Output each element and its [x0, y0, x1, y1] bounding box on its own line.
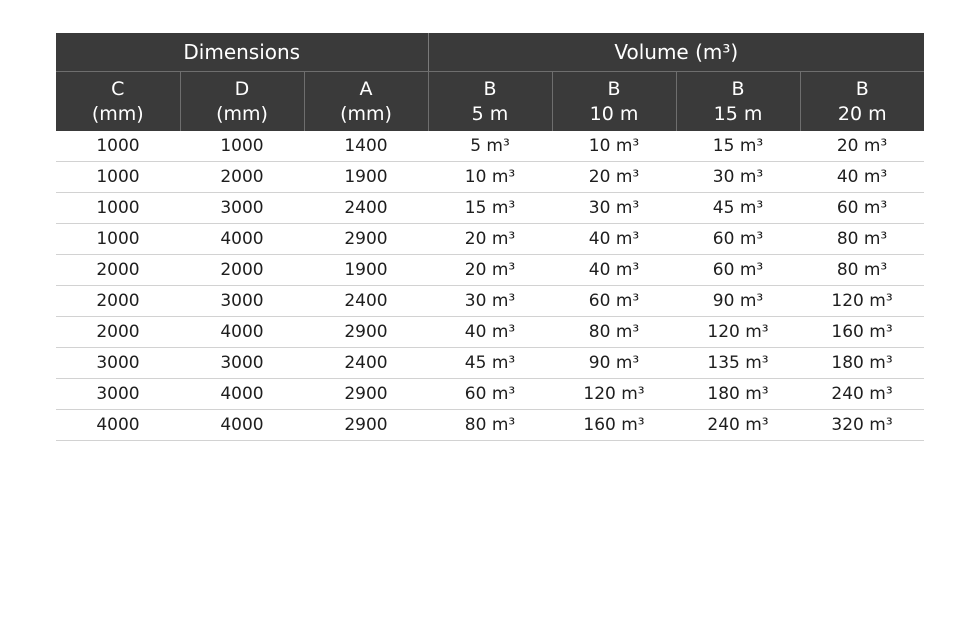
table-cell: 4000 — [56, 410, 180, 441]
table-cell: 2900 — [304, 379, 428, 410]
table-row — [56, 286, 924, 317]
table-cell: 2900 — [304, 317, 428, 348]
dimensions-group-header: Dimensions — [56, 33, 428, 72]
table-cell: 45 m³ — [676, 193, 800, 224]
table-cell: 2000 — [180, 162, 304, 193]
volume-group-header: Volume (m³) — [428, 33, 924, 72]
table-cell: 30 m³ — [428, 286, 552, 317]
table-cell: 3000 — [180, 193, 304, 224]
column-header-unit: (mm) — [216, 102, 268, 125]
table-cell: 3000 — [56, 379, 180, 410]
table-cell: 4000 — [180, 410, 304, 441]
table-cell: 2000 — [56, 286, 180, 317]
table-cell: 60 m³ — [676, 224, 800, 255]
column-header-d — [180, 72, 304, 132]
table-cell: 20 m³ — [800, 131, 924, 162]
table-cell: 1000 — [56, 131, 180, 162]
table-cell: 4000 — [180, 379, 304, 410]
table-cell: 320 m³ — [800, 410, 924, 441]
table-cell: 1900 — [304, 162, 428, 193]
table-cell: 1900 — [304, 255, 428, 286]
table-cell: 10 m³ — [428, 162, 552, 193]
table-cell: 4000 — [180, 317, 304, 348]
column-header-c — [56, 72, 180, 132]
table-cell: 2000 — [56, 317, 180, 348]
table-row — [56, 348, 924, 379]
table-cell: 2000 — [56, 255, 180, 286]
table-cell: 10 m³ — [552, 131, 676, 162]
column-header-length: 10 m — [589, 102, 639, 125]
table-cell: 180 m³ — [676, 379, 800, 410]
table-cell: 2400 — [304, 193, 428, 224]
table-cell: 180 m³ — [800, 348, 924, 379]
table-row — [56, 193, 924, 224]
dimensions-volume-table — [56, 33, 924, 441]
table-cell: 160 m³ — [552, 410, 676, 441]
table-cell: 80 m³ — [428, 410, 552, 441]
table-cell: 2400 — [304, 286, 428, 317]
column-header-b-15m — [676, 72, 800, 132]
table-cell: 15 m³ — [428, 193, 552, 224]
column-header-letter: B — [607, 77, 621, 100]
table-row — [56, 131, 924, 162]
column-header-b-5m — [428, 72, 552, 132]
table-cell: 60 m³ — [552, 286, 676, 317]
group-header-row — [56, 33, 924, 72]
table-cell: 3000 — [180, 348, 304, 379]
table-cell: 2900 — [304, 410, 428, 441]
table-cell: 2400 — [304, 348, 428, 379]
table-cell: 1000 — [56, 224, 180, 255]
table-row — [56, 224, 924, 255]
column-header-letter: D — [234, 77, 250, 100]
column-header-letter: C — [111, 77, 125, 100]
table-body — [56, 131, 924, 441]
column-header-length: 20 m — [837, 102, 887, 125]
column-header-letter: A — [359, 77, 373, 100]
table-cell: 80 m³ — [800, 224, 924, 255]
table-row — [56, 317, 924, 348]
table-cell: 60 m³ — [800, 193, 924, 224]
table-cell: 5 m³ — [428, 131, 552, 162]
table-cell: 80 m³ — [800, 255, 924, 286]
table-cell: 3000 — [180, 286, 304, 317]
column-header-unit: (mm) — [340, 102, 392, 125]
table-cell: 120 m³ — [676, 317, 800, 348]
table-cell: 2900 — [304, 224, 428, 255]
table-cell: 1000 — [180, 131, 304, 162]
table-row — [56, 379, 924, 410]
table-cell: 30 m³ — [676, 162, 800, 193]
column-header-b-10m — [552, 72, 676, 132]
column-header-a — [304, 72, 428, 132]
table-cell: 20 m³ — [428, 255, 552, 286]
table-cell: 60 m³ — [676, 255, 800, 286]
table-cell: 60 m³ — [428, 379, 552, 410]
table-cell: 20 m³ — [552, 162, 676, 193]
table-cell: 1000 — [56, 162, 180, 193]
table-cell: 2000 — [180, 255, 304, 286]
table-cell: 40 m³ — [800, 162, 924, 193]
table-cell: 160 m³ — [800, 317, 924, 348]
table-cell: 1400 — [304, 131, 428, 162]
column-header-letter: B — [855, 77, 869, 100]
column-header-letter: B — [483, 77, 497, 100]
table-row — [56, 255, 924, 286]
table-cell: 120 m³ — [552, 379, 676, 410]
table-header — [56, 33, 924, 131]
table-cell: 40 m³ — [552, 224, 676, 255]
table-cell: 30 m³ — [552, 193, 676, 224]
table-cell: 20 m³ — [428, 224, 552, 255]
column-header-length: 5 m — [471, 102, 509, 125]
table-cell: 80 m³ — [552, 317, 676, 348]
table-cell: 1000 — [56, 193, 180, 224]
dimensions-volume-table-container — [56, 33, 924, 441]
table-cell: 120 m³ — [800, 286, 924, 317]
table-cell: 240 m³ — [800, 379, 924, 410]
table-cell: 40 m³ — [552, 255, 676, 286]
table-cell: 3000 — [56, 348, 180, 379]
column-header-row — [56, 72, 924, 132]
column-header-unit: (mm) — [91, 102, 144, 125]
column-header-letter: B — [731, 77, 745, 100]
column-header-length: 15 m — [713, 102, 763, 125]
table-cell: 15 m³ — [676, 131, 800, 162]
column-header-b-20m — [800, 72, 924, 132]
table-row — [56, 162, 924, 193]
table-cell: 45 m³ — [428, 348, 552, 379]
table-cell: 4000 — [180, 224, 304, 255]
table-cell: 90 m³ — [676, 286, 800, 317]
table-cell: 240 m³ — [676, 410, 800, 441]
table-row — [56, 410, 924, 441]
table-cell: 90 m³ — [552, 348, 676, 379]
table-cell: 40 m³ — [428, 317, 552, 348]
table-cell: 135 m³ — [676, 348, 800, 379]
